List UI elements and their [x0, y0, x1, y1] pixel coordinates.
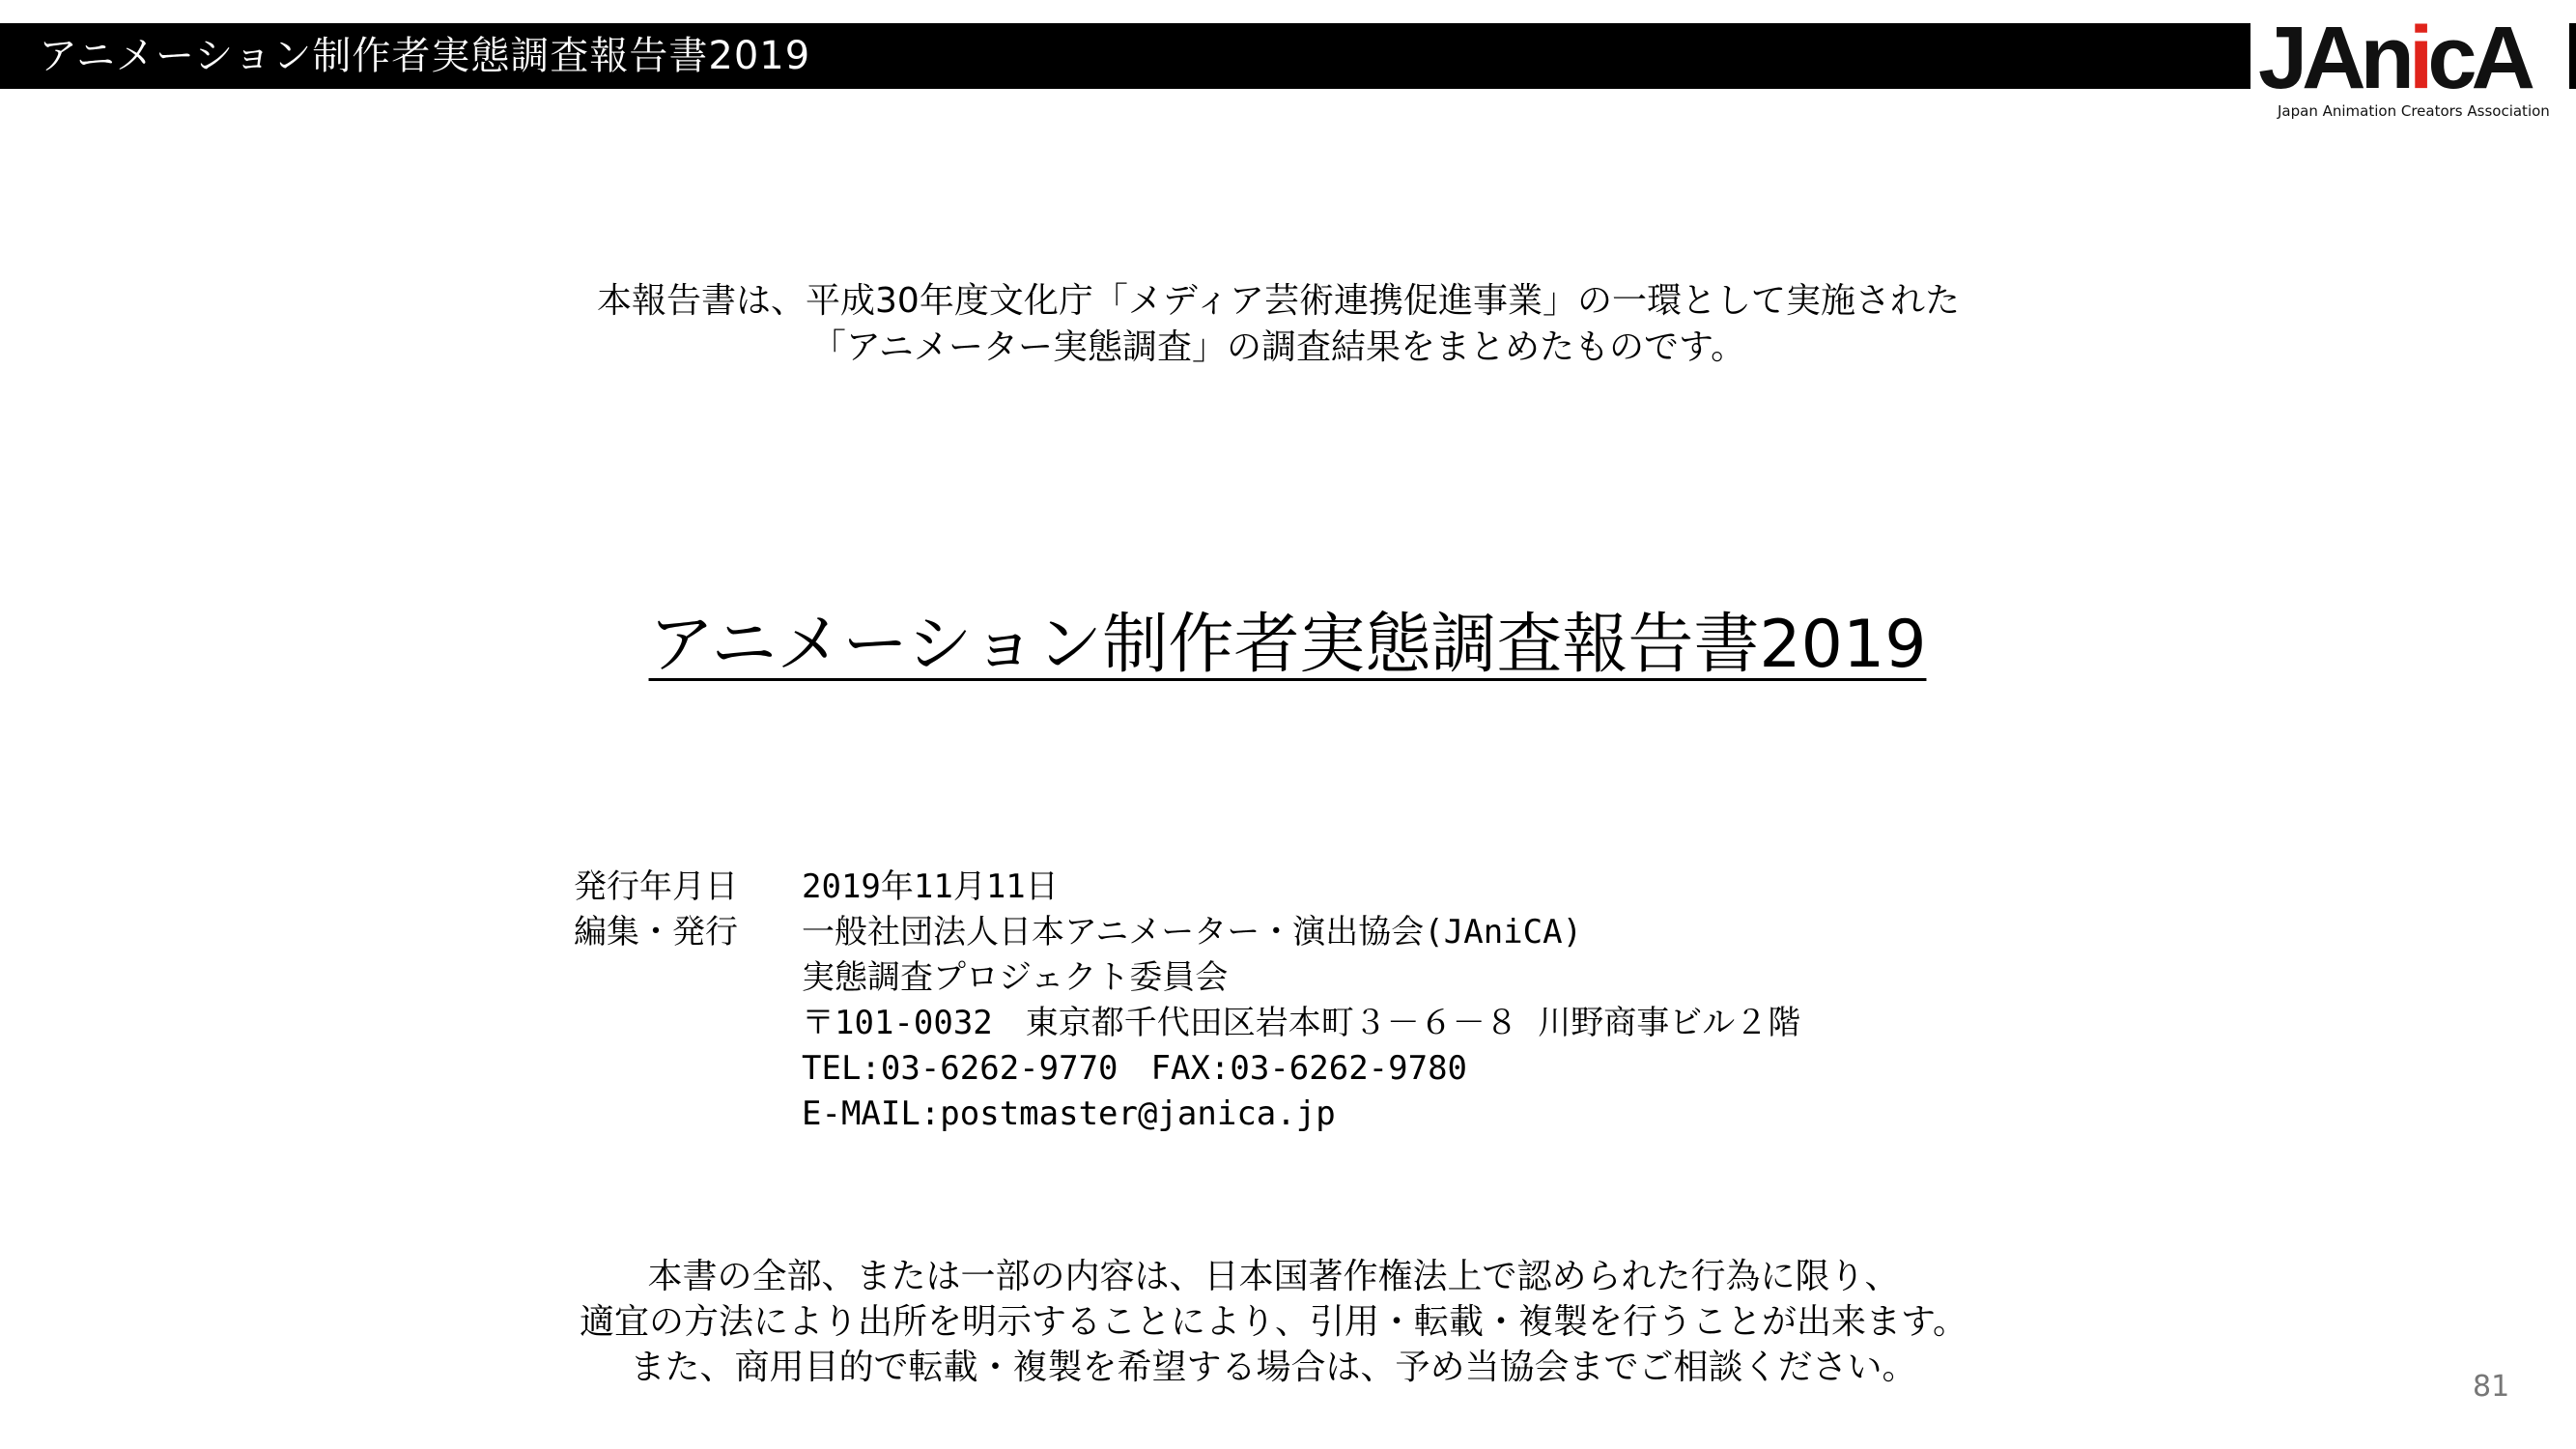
info-value: 実態調査プロジェクト委員会 [802, 958, 1229, 997]
info-row-address [574, 1001, 1800, 1046]
info-value: 2019年11月11日 [802, 867, 1059, 906]
info-row-phone [574, 1046, 1800, 1092]
janica-logo [2250, 9, 2569, 126]
info-key [574, 1001, 802, 1046]
intro-text [0, 278, 2576, 371]
info-row-committee [574, 955, 1800, 1001]
logo-subtitle: Japan Animation Creators Association [2278, 102, 2550, 120]
info-key: 発行年月日 [574, 867, 738, 906]
info-value: E-MAIL:postmaster@janica.jp [802, 1094, 1336, 1133]
info-value: TEL:03-6262-9770 FAX:03-6262-9780 [802, 1049, 1468, 1088]
page-number: 81 [2473, 1370, 2510, 1404]
notice-line: また、商用目的で転載・複製を希望する場合は、予め当協会までご相談ください。 [630, 1348, 1917, 1387]
intro-line: 「アニメーター実態調査」の調査結果をまとめたものです。 [810, 327, 1746, 367]
info-row-date [574, 865, 1800, 910]
notice-line: 適宜の方法により出所を明示することにより、引用・転載・複製を行うことが出来ます。 [579, 1302, 1968, 1342]
info-row-email [574, 1092, 1800, 1137]
publication-info [574, 865, 1800, 1137]
logo-mark-part2: cA [2427, 9, 2530, 107]
info-row-publisher [574, 910, 1800, 955]
header-title: アニメーション制作者実態調査報告書2019 [39, 34, 811, 78]
document-title: アニメーション制作者実態調査報告書2019 [648, 607, 1927, 683]
info-key [574, 955, 802, 1001]
logo-mark-accent: i [2408, 9, 2428, 107]
info-value: 一般社団法人日本アニメーター・演出協会(JAniCA) [802, 913, 1583, 952]
info-key: 編集・発行 [574, 913, 738, 952]
info-key [574, 1092, 802, 1137]
logo-mark [2258, 9, 2558, 107]
info-value: 〒101-0032 東京都千代田区岩本町３－６－８ 川野商事ビル２階 [802, 1004, 1801, 1042]
logo-mark-part1: JAn [2258, 9, 2409, 107]
info-key [574, 1046, 802, 1092]
notice-line: 本書の全部、または一部の内容は、日本国著作権法上で認められた行為に限り、 [647, 1257, 1900, 1296]
intro-line: 本報告書は、平成30年度文化庁「メディア芸術連携促進事業」の一環として実施された [597, 281, 1960, 321]
copyright-notice [0, 1254, 2576, 1390]
